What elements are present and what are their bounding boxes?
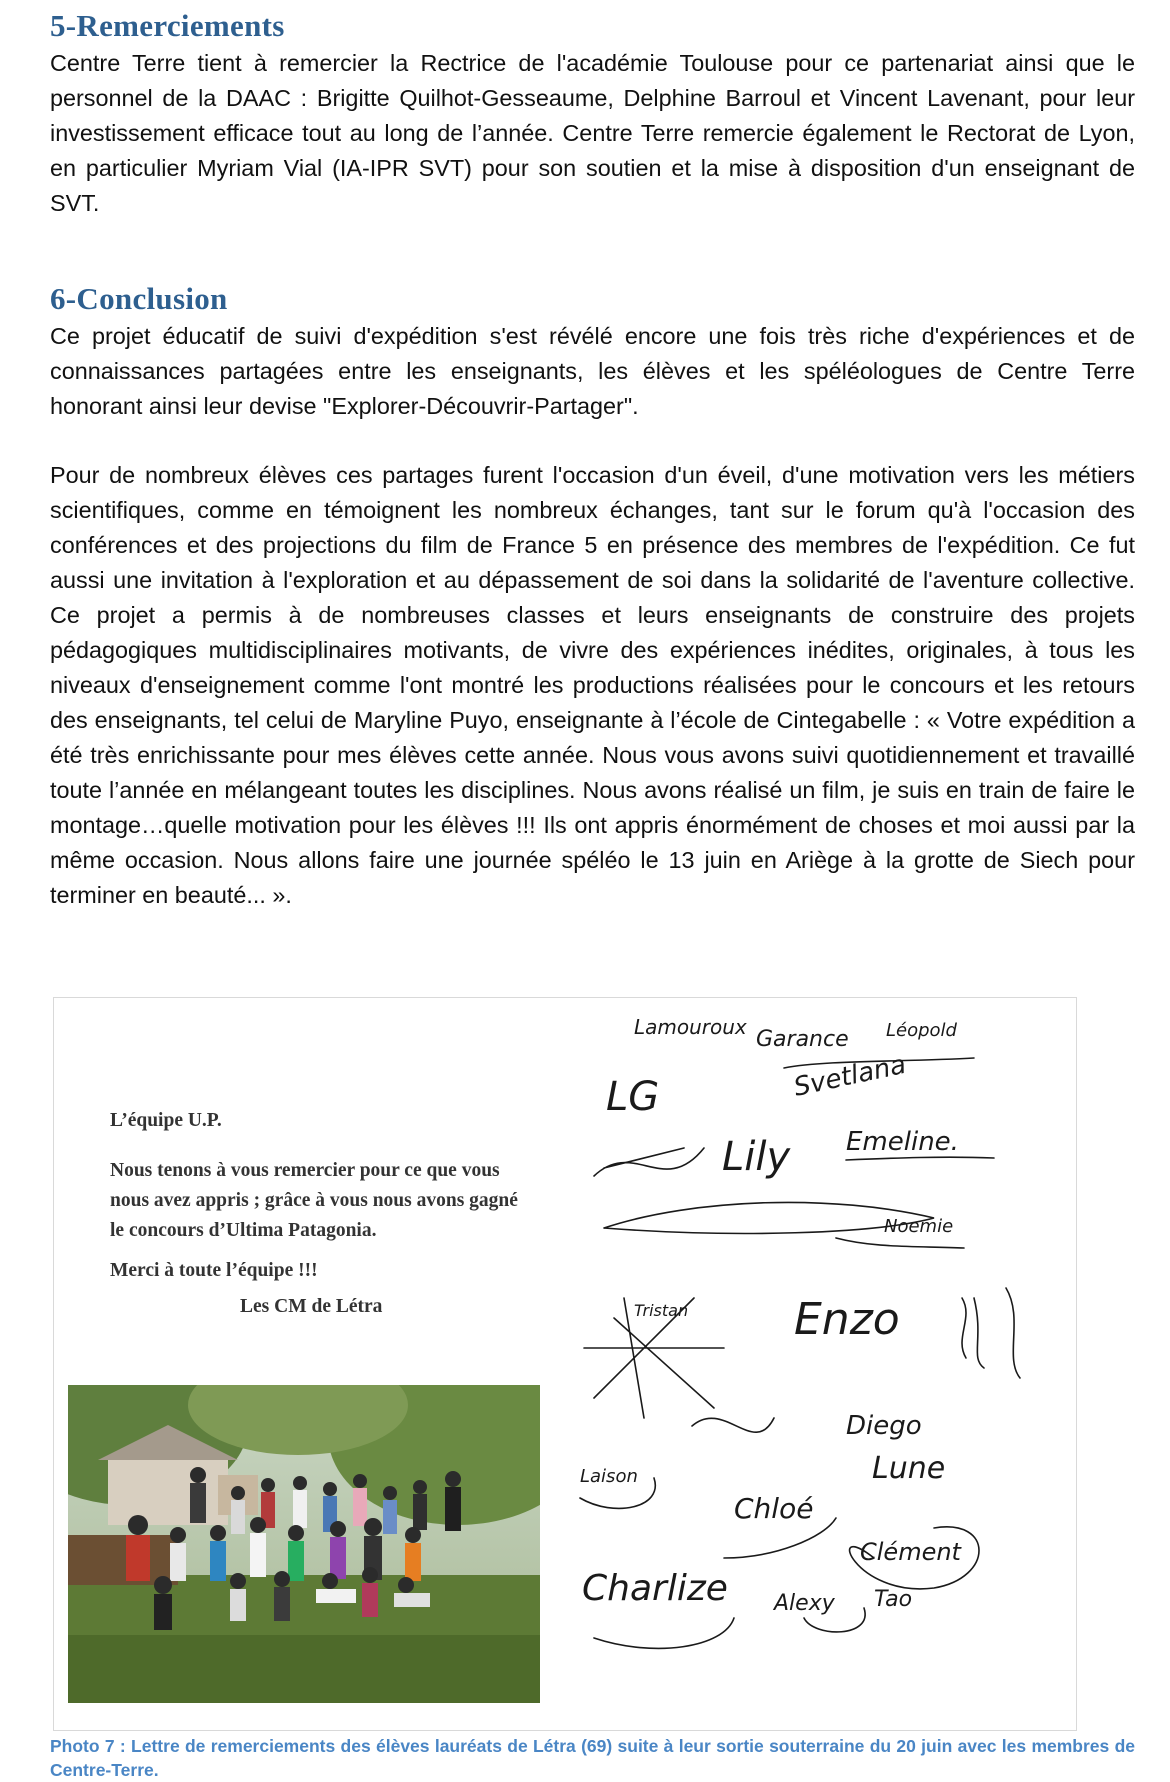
- signature-10: Diego: [846, 1411, 922, 1441]
- thank-you-letter: [110, 1110, 530, 1318]
- signature-13: Chloé: [734, 1492, 814, 1525]
- photo-caption: Photo 7 : Lettre de remerciements des élèves lauréats de Létra (69) suite à leur sortie souterraine du 20 juin avec les membres de Centre-Terre.: [50, 1736, 1135, 1780]
- signature-6: Emeline.: [846, 1127, 959, 1157]
- signature-11: Lune: [872, 1451, 946, 1486]
- section-6-paragraph-1: Ce projet éducatif de suivi d'expédition s'est révélé encore une fois très riche d'expériences et de connaissances partagées entre les enseignants, les élèves et les spéléologues de Centre Terre honorant ainsi leur devise "Explorer-Découvrir-Partager".: [50, 323, 1135, 419]
- signature-2: Léopold: [886, 1020, 957, 1041]
- letter-thanks-line: Merci à toute l’équipe !!!: [110, 1260, 318, 1281]
- signature-14: Clément: [860, 1538, 961, 1566]
- signature-17: Tao: [874, 1587, 913, 1612]
- letter-signature: Les CM de Létra: [240, 1296, 383, 1317]
- letter-body: Nous tenons à vous remercier pour ce que vous nous avez appris ; grâce à vous nous avons gagné le concours d’Ultima Patagonia.: [110, 1160, 518, 1241]
- section-5-title: 5-Remerciements: [50, 8, 285, 43]
- signatures-drawing: [574, 998, 1074, 1728]
- signature-5: Lily: [722, 1134, 791, 1180]
- signature-9: Enzo: [794, 1294, 900, 1345]
- section-6-title: 6-Conclusion: [50, 281, 228, 316]
- group-photo-image: [68, 1385, 540, 1703]
- signature-16: Alexy: [774, 1591, 835, 1616]
- signature-1: Garance: [756, 1027, 849, 1052]
- section-6-paragraph-2: Pour de nombreux élèves ces partages furent l'occasion d'un éveil, d'une motivation vers les métiers scientifiques, comme en témoignent les nombreux échanges, tant sur le forum qu'à l'occasion des conférences et des projections du film de France 5 en présence des membres de l'expédition. Ce fut aussi une invitation à l'exploration et au dépassement de soi dans la solidarité de l'aventure collective. Ce projet a permis à de nombreuses classes et leurs enseignants de construire des projets pédagogiques multidisciplinaires motivants, de vivre des expériences inédites, originales, à tous les niveaux d'enseignement comme l'ont montré les productions réalisées pour le concours et les retours des enseignants, tel celui de Maryline Puyo, enseignante à l’école de Cintegabelle : « Votre expédition a été très enrichissante pour mes élèves cette année. Nous vous avons suivi quotidiennement et travaillé toute l’année en mélangeant toutes les disciplines. Nous avons réalisé un film, je suis en train de faire le montage…quelle motivation pour les élèves !!! Ils ont appris énormément de choses et moi aussi par la même occasion. Nous allons faire une journée spéléo le 13 juin en Ariège à la grotte de Siech pour terminer en beauté... ».: [50, 462, 1135, 908]
- signature-8: Tristan: [634, 1301, 689, 1320]
- student-signatures: [574, 998, 1074, 1728]
- signature-15: Charlize: [582, 1568, 728, 1609]
- signature-4: Svetlana: [791, 1049, 909, 1103]
- signature-3: LG: [606, 1074, 660, 1120]
- signature-7: Noemie: [884, 1216, 954, 1237]
- signature-12: Laison: [580, 1466, 638, 1487]
- group-photo: [68, 1385, 540, 1703]
- thank-you-letter-figure: [53, 997, 1077, 1731]
- section-5-text: Centre Terre tient à remercier la Rectrice de l'académie Toulouse pour ce partenariat ainsi que le personnel de la DAAC : Brigitte Quilhot-Gesseaume, Delphine Barroul et Vincent Lavenant, pour leur investissement efficace tout au long de l’année. Centre Terre remercie également le Rectorat de Lyon, en particulier Myriam Vial (IA-IPR SVT) pour son soutien et la mise à disposition d'un enseignant de SVT.: [50, 50, 1135, 216]
- signature-0: Lamouroux: [634, 1015, 747, 1039]
- letter-team-name: L’équipe U.P.: [110, 1110, 222, 1131]
